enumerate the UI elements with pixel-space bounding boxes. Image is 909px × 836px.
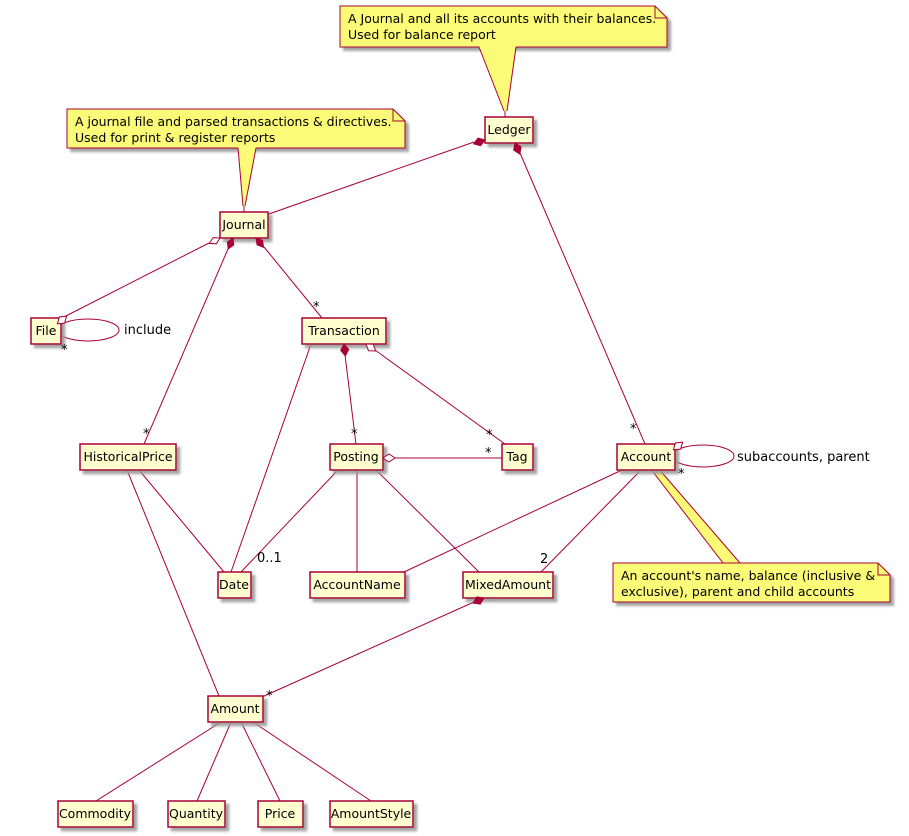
- edge-posting-mixedamount: [376, 470, 479, 572]
- edge-ledger-account: [520, 153, 645, 444]
- aggregation-diamond-transaction-tag: [366, 344, 376, 351]
- edge-account-accountname: [404, 470, 622, 572]
- note-ledger-tail: [479, 46, 516, 111]
- label-account-self: subaccounts, parent: [737, 450, 870, 465]
- mult-mixedamount-amount: *: [266, 689, 273, 704]
- class-date-label: Date: [219, 577, 249, 592]
- class-historicalprice: [80, 444, 176, 470]
- note-journal-line1: A journal file and parsed transactions & directives.: [75, 114, 392, 129]
- mult-posting-date: 0..1: [257, 551, 282, 566]
- note-ledger-line1: A Journal and all its accounts with their balances.: [348, 11, 657, 26]
- class-posting-label: Posting: [333, 449, 379, 464]
- class-quantity: [168, 801, 225, 827]
- class-tag: [502, 444, 533, 470]
- edge-historicalprice-amount: [127, 470, 219, 696]
- edge-historicalprice-date: [139, 470, 224, 572]
- mult-file-include: *: [61, 343, 68, 358]
- class-journal-label: Journal: [222, 217, 266, 232]
- aggregation-diamond-account-self: [673, 442, 682, 450]
- label-file-include: include: [124, 323, 172, 338]
- note-ledger: [340, 6, 667, 117]
- edge-transaction-date: [231, 344, 311, 572]
- edge-amount-amountstyle: [253, 722, 371, 801]
- edge-account-mixedamount: [541, 470, 641, 572]
- mult-journal-historicalprice: *: [143, 427, 150, 442]
- class-transaction-label: Transaction: [308, 323, 380, 338]
- note-account-line1: An account's name, balance (inclusive &: [621, 568, 876, 583]
- class-tag-label: Tag: [506, 449, 528, 464]
- class-mixedamount-label: MixedAmount: [464, 577, 552, 592]
- note-journal: [67, 109, 405, 212]
- class-account-label: Account: [620, 449, 672, 464]
- mult-transaction-tag: *: [486, 428, 493, 443]
- class-ledger: [485, 117, 533, 143]
- aggregation-diamond-journal-file: [209, 238, 220, 244]
- edge-file-self-loop: [57, 319, 119, 341]
- mult-posting-tag: *: [485, 446, 492, 461]
- class-historicalprice-label: HistoricalPrice: [83, 449, 173, 464]
- aggregation-diamond-posting-tag: [383, 454, 395, 462]
- composition-diamond-journal-transaction: [256, 238, 264, 247]
- edge-journal-file: [60, 243, 209, 319]
- class-date: [218, 572, 251, 598]
- class-amountstyle: [330, 801, 413, 827]
- class-amount-label: Amount: [210, 701, 260, 716]
- composition-diamond-transaction-posting: [341, 344, 349, 356]
- class-file: [31, 318, 61, 344]
- class-quantity-label: Quantity: [168, 806, 224, 821]
- class-amountstyle-label: AmountStyle: [330, 806, 412, 821]
- aggregation-diamond-file-self: [57, 316, 66, 324]
- edge-amount-price: [241, 722, 280, 801]
- mult-journal-transaction: *: [313, 300, 320, 315]
- edge-posting-date: [241, 470, 338, 572]
- mult-transaction-posting: *: [351, 427, 358, 442]
- mult-account-self: *: [678, 467, 685, 482]
- class-price: [258, 801, 303, 827]
- note-journal-line2: Used for print & register reports: [75, 130, 276, 145]
- class-journal: [220, 212, 268, 238]
- note-account-line2: exclusive), parent and child accounts: [621, 584, 855, 599]
- class-posting: [330, 444, 383, 470]
- note-account-tail: [650, 468, 740, 564]
- edge-mixedamount-amount: [262, 602, 474, 697]
- class-account: [617, 444, 675, 470]
- note-account: [613, 468, 890, 602]
- class-amount: [208, 696, 263, 722]
- mult-account-mixedamount: 2: [540, 552, 549, 567]
- class-transaction: [302, 318, 386, 344]
- class-commodity: [58, 801, 133, 827]
- class-commodity-label: Commodity: [58, 806, 132, 821]
- class-ledger-label: Ledger: [487, 122, 531, 137]
- class-mixedamount: [463, 572, 553, 598]
- composition-diamond-ledger-journal: [474, 138, 485, 146]
- class-accountname: [310, 572, 405, 598]
- composition-diamond-ledger-account: [514, 143, 521, 154]
- composition-diamond-journal-historicalprice: [227, 238, 233, 249]
- edge-journal-ledger: [266, 142, 474, 215]
- class-price-label: Price: [264, 806, 296, 821]
- class-accountname-label: AccountName: [313, 577, 401, 592]
- mult-ledger-account: *: [630, 422, 637, 437]
- class-file-label: File: [35, 323, 57, 338]
- edge-journal-historicalprice: [144, 249, 228, 444]
- note-ledger-line2: Used for balance report: [348, 27, 496, 42]
